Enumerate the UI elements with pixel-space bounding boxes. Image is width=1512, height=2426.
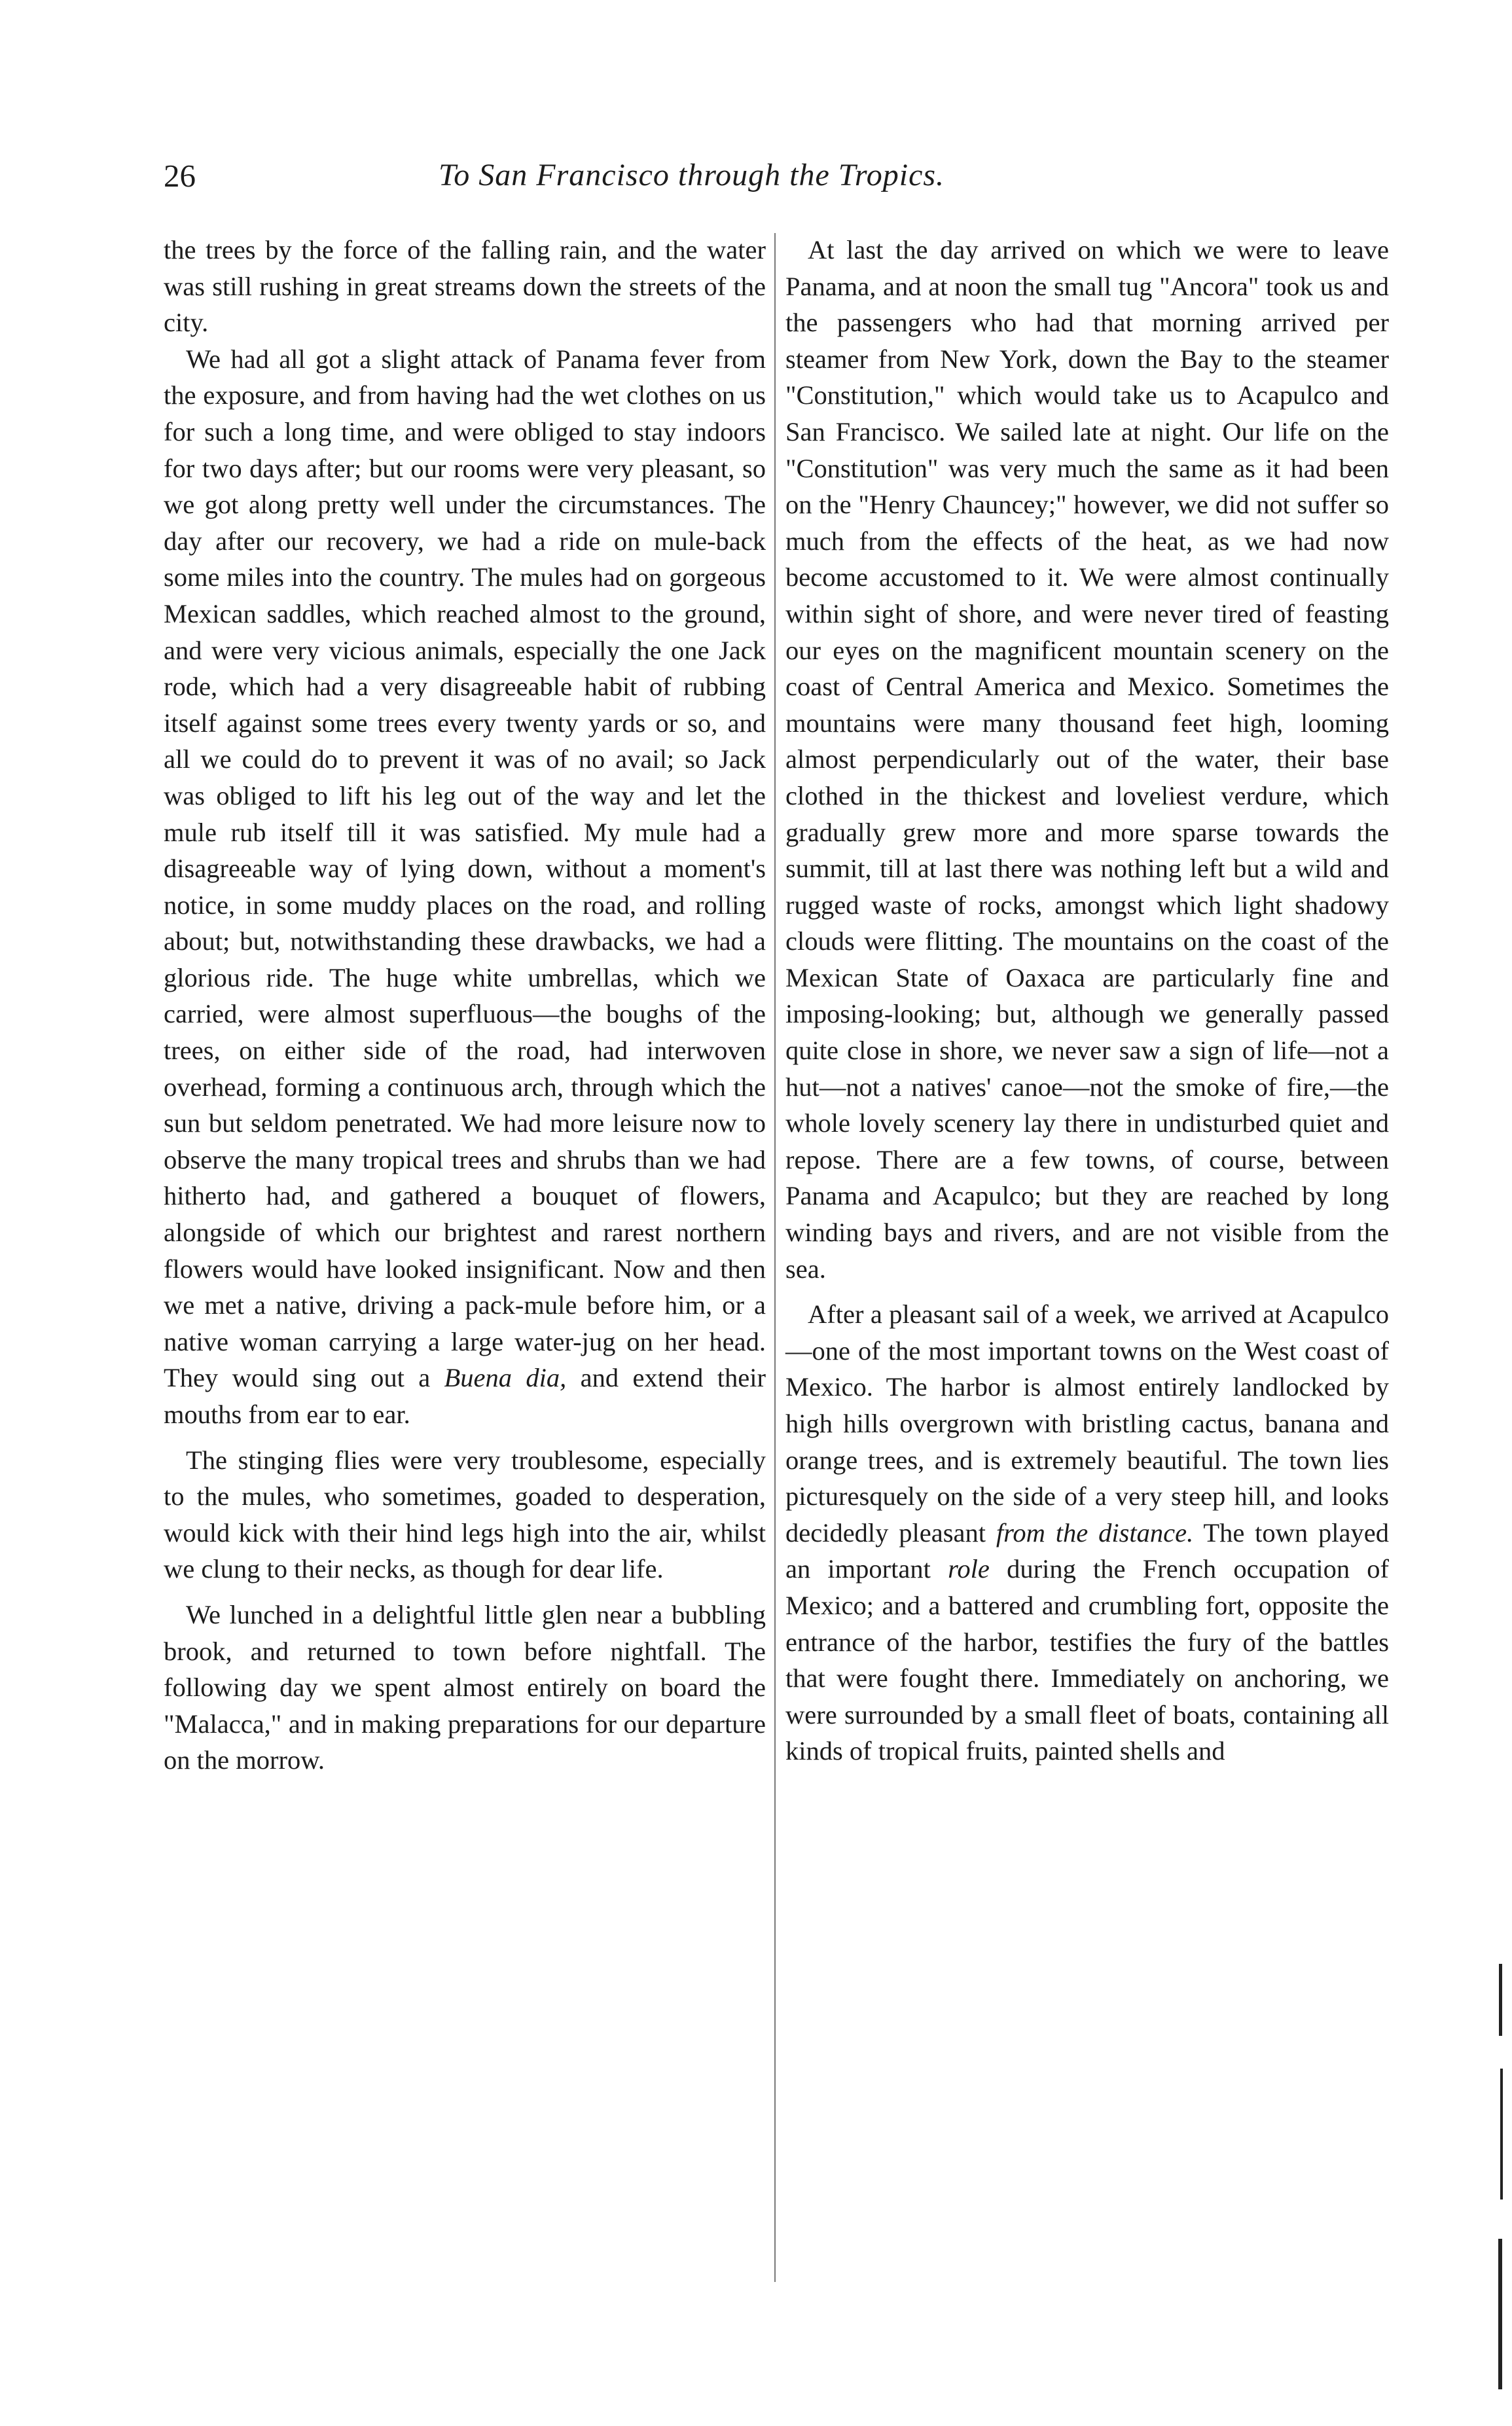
paragraph: We lunched in a delightful little glen near a bubbling brook, and returned to town before nightfall. The following day we spent almost entirely on board the "Malacca," and in making preparations for our departure on the morrow. xyxy=(164,1599,766,1775)
paragraph xyxy=(164,341,766,1433)
running-title: To San Francisco through the Tropics. xyxy=(439,158,945,192)
paragraph-text: We had all got a slight attack of Panama fever from the exposure, and from having had the wet clothes on us for such a long time, and were obliged to stay indoors for two days after; but our rooms were very pleasant, so we got along pretty well under the circumstances. The day after our recovery, we had a ride on mule-back some miles into the country. The mules had on gorgeous Mexican saddles, which reached almost to the ground, and were very vicious animals, especially the one Jack rode, which had a very disagreeable habit of rubbing itself against some trees every twenty yards or so, and all we could do to prevent it was of no avail; so Jack was obliged to lift his leg out of the way and let the mule rub itself till it was satisfied. My mule had a disagreeable way of lying down, without a moment's notice, in some muddy places on the road, and rolling about; but, notwithstanding these drawbacks, we had a glorious ride. The huge white umbrellas, which we carried, were almost superfluous—the boughs of the trees, on either side of the road, had interwoven overhead, forming a continuous arch, through which the sun but seldom penetrated. We had more leisure now to observe the many tropical trees and shrubs than we had hitherto had, and gathered a bouquet of flowers, alongside of which our brightest and rarest northern flowers would have looked insignificant. Now and then we met a native, driving a pack-mule before him, or a native woman carrying a large water-jug on her head. They would sing out a xyxy=(164,344,766,1393)
paragraph: The stinging flies were very troublesome, especially to the mules, who sometimes, goaded to desperation, would kick with their hind legs high into the air, whilst we clung to their necks, as though for dear life. xyxy=(164,1445,766,1584)
italic-text: role xyxy=(948,1554,990,1584)
italic-text: from the distance. xyxy=(996,1517,1194,1548)
binding-edge-mark xyxy=(1499,1964,1502,2036)
paragraph-text: After a pleasant sail of a week, we arrived at Acapulco—one of the most important towns on the West coast of Mexico. The harbor is almost entirely landlocked by high hills overgrown with bristling cactus, banana and orange trees, and is extremely beautiful. The town lies picturesquely on the side of a very steep hill, and looks decidedly pleasant xyxy=(785,1299,1389,1548)
paragraph-text: during the French occupation of Mexico; and a battered and crumbling fort, opposite the entrance of the harbor, testifies the fury of the battles that were fought there. Immediately on anchoring, we were surrounded by a small fleet of boats, containing all kinds of tropical fruits, painted shells and xyxy=(785,1554,1390,1766)
left-column xyxy=(164,232,766,1779)
paragraph: the trees by the force of the falling rain, and the water was still rushing in great streams down the streets of the city. xyxy=(164,235,766,338)
right-column xyxy=(785,232,1389,1769)
column-divider xyxy=(774,233,776,2282)
page-header xyxy=(164,157,1106,203)
paragraph-text: The town played an important xyxy=(785,1517,1390,1584)
paragraph: At last the day arrived on which we were to leave Panama, and at noon the small tug "Ancora" took us and the passengers who had that morning arrived per steamer from New York, down the Bay to the steamer "Constitution," which would take us to Acapulco and San Francisco. We sailed late at night. Our life on the "Constitution" was very much the same as it had been on the "Henry Chauncey;" however, we did not suffer so much from the effects of the heat, as we had now become accustomed to it. We were almost continually within sight of shore, and were never tired of feasting our eyes on the magnificent mountain scenery on the coast of Central America and Mexico. Sometimes the mountains were many thousand feet high, looming almost perpendicularly out of the water, their base clothed in the thickest and loveliest verdure, which gradually grew more and more sparse towards the summit, till at last there was nothing left but a wild and rugged waste of rocks, amongst which light shadowy clouds were flitting. The mountains on the coast of the Mexican State of Oaxaca are particularly fine and imposing-looking; but, although we generally passed quite close in shore, we never saw a sign of life—not a hut—not a natives' canoe—not the smoke of fire,—the whole lovely scenery lay there in undisturbed quiet and repose. There are a few towns, of course, between Panama and Acapulco; but they are reached by long winding bays and rivers, and are not visible from the sea. xyxy=(785,235,1389,1284)
binding-edge-mark xyxy=(1500,2069,1503,2200)
paragraph-text: and extend their mouths from ear to ear. xyxy=(164,1363,766,1429)
page-number: 26 xyxy=(164,158,196,194)
italic-text: Buena dia, xyxy=(444,1363,567,1393)
binding-edge-mark xyxy=(1498,2239,1502,2389)
paragraph xyxy=(785,1296,1389,1769)
